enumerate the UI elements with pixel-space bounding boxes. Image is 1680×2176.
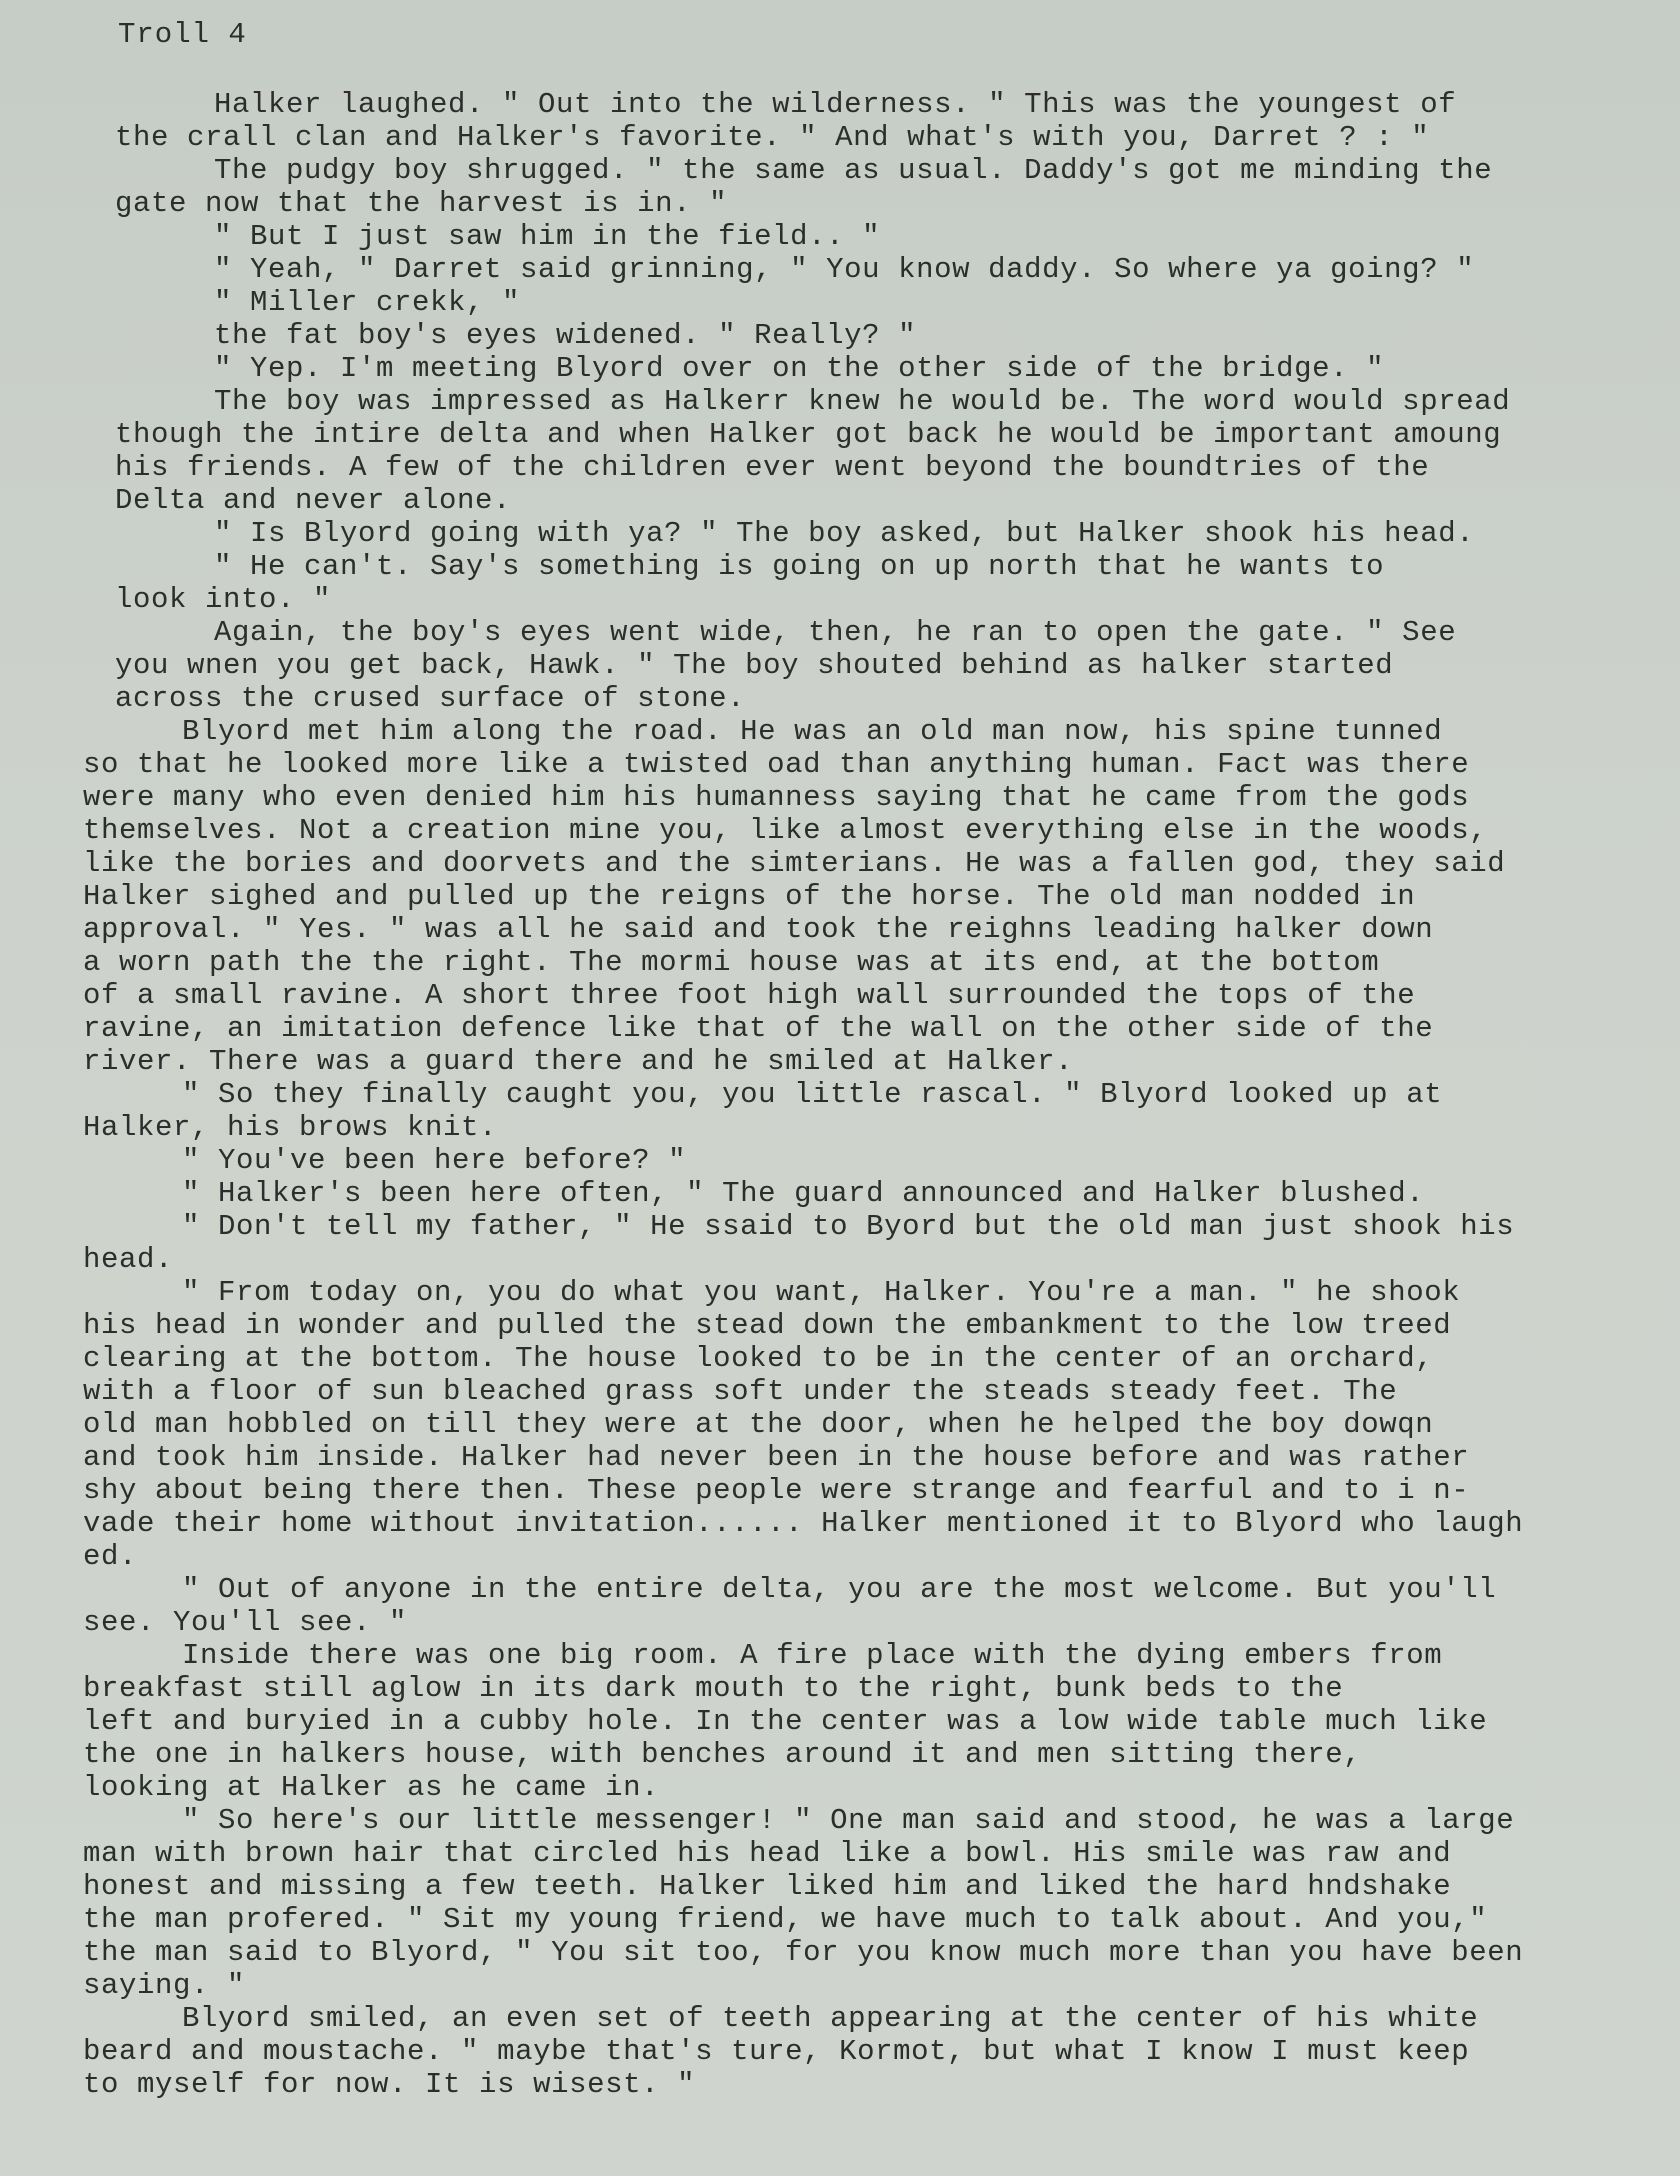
text-line: Blyord met him along the road. He was an old man now, his spine tunned: [182, 715, 1443, 748]
text-line: head.: [83, 1243, 174, 1276]
text-line: old man hobbled on till they were at the door, when he helped the boy dowqn: [83, 1408, 1434, 1441]
text-line: " From today on, you do what you want, Halker. You're a man. " he shook: [182, 1276, 1461, 1309]
text-line: left and buryied in a cubby hole. In the center was a low wide table much like: [83, 1705, 1488, 1738]
text-line: a worn path the the right. The mormi house was at its end, at the bottom: [83, 946, 1380, 979]
text-line: clearing at the bottom. The house looked to be in the center of an orchard,: [83, 1342, 1434, 1375]
text-line: vade their home without invitation...... Halker mentioned it to Blyord who laugh: [83, 1507, 1524, 1540]
text-line: " But I just saw him in the field.. ": [214, 220, 881, 253]
text-line: " You've been here before? ": [182, 1144, 687, 1177]
text-line: Blyord smiled, an even set of teeth appearing at the center of his white: [182, 2002, 1479, 2035]
text-line: so that he looked more like a twisted oad than anything human. Fact was there: [83, 748, 1470, 781]
text-line: of a small ravine. A short three foot high wall surrounded the tops of the: [83, 979, 1416, 1012]
text-line: man with brown hair that circled his head like a bowl. His smile was raw and: [83, 1837, 1452, 1870]
text-line: honest and missing a few teeth. Halker liked him and liked the hard hndshake: [83, 1870, 1452, 1903]
text-line: themselves. Not a creation mine you, like almost everything else in the woods,: [83, 814, 1488, 847]
text-line: were many who even denied him his humanness saying that he came from the gods: [83, 781, 1470, 814]
page-header: Troll 4: [118, 18, 247, 51]
text-line: " Don't tell my father, " He ssaid to Byord but the old man just shook his: [182, 1210, 1515, 1243]
text-line: saying. ": [83, 1969, 246, 2002]
text-line: " Yep. I'm meeting Blyord over on the other side of the bridge. ": [214, 352, 1385, 385]
text-line: the fat boy's eyes widened. " Really? ": [214, 319, 917, 352]
text-line: breakfast still aglow in its dark mouth to the right, bunk beds to the: [83, 1672, 1344, 1705]
text-line: " So they finally caught you, you little rascal. " Blyord looked up at: [182, 1078, 1443, 1111]
text-line: " So here's our little messenger! " One man said and stood, he was a large: [182, 1804, 1515, 1837]
text-line: " Halker's been here often, " The guard announced and Halker blushed.: [182, 1177, 1425, 1210]
text-line: across the crused surface of stone.: [115, 682, 746, 715]
text-line: Halker, his brows knit.: [83, 1111, 498, 1144]
text-line: shy about being there then. These people were strange and fearful and to i n-: [83, 1474, 1470, 1507]
text-line: The boy was impressed as Halkerr knew he would be. The word would spread: [214, 385, 1511, 418]
text-line: Halker laughed. " Out into the wilderness. " This was the youngest of: [214, 88, 1457, 121]
text-line: his head in wonder and pulled the stead down the embankment to the low treed: [83, 1309, 1452, 1342]
text-line: Inside there was one big room. A fire place with the dying embers from: [182, 1639, 1443, 1672]
text-line: the one in halkers house, with benches around it and men sitting there,: [83, 1738, 1362, 1771]
text-line: " He can't. Say's something is going on up north that he wants to: [214, 550, 1385, 583]
text-line: to myself for now. It is wisest. ": [83, 2068, 696, 2101]
text-line: ravine, an imitation defence like that of the wall on the other side of the: [83, 1012, 1434, 1045]
text-line: gate now that the harvest is in. ": [115, 187, 728, 220]
text-line: approval. " Yes. " was all he said and took the reighns leading halker down: [83, 913, 1434, 946]
text-line: the man profered. " Sit my young friend, we have much to talk about. And you,": [83, 1903, 1488, 1936]
text-line: " Is Blyord going with ya? " The boy asked, but Halker shook his head.: [214, 517, 1475, 550]
text-line: like the bories and doorvets and the simterians. He was a fallen god, they said: [83, 847, 1506, 880]
text-line: ed.: [83, 1540, 138, 1573]
text-line: look into. ": [115, 583, 332, 616]
text-line: Again, the boy's eyes went wide, then, he ran to open the gate. " See: [214, 616, 1457, 649]
text-line: river. There was a guard there and he smiled at Halker.: [83, 1045, 1074, 1078]
text-line: the crall clan and Halker's favorite. " And what's with you, Darret ? : ": [115, 121, 1430, 154]
text-line: his friends. A few of the children ever went beyond the boundtries of the: [115, 451, 1430, 484]
text-line: " Miller crekk, ": [214, 286, 521, 319]
text-line: beard and moustache. " maybe that's ture, Kormot, but what I know I must keep: [83, 2035, 1470, 2068]
text-line: you wnen you get back, Hawk. " The boy shouted behind as halker started: [115, 649, 1394, 682]
text-line: Halker sighed and pulled up the reigns of the horse. The old man nodded in: [83, 880, 1416, 913]
text-line: The pudgy boy shrugged. " the same as usual. Daddy's got me minding the: [214, 154, 1493, 187]
text-line: with a floor of sun bleached grass soft under the steads steady feet. The: [83, 1375, 1398, 1408]
text-line: looking at Halker as he came in.: [83, 1771, 660, 1804]
text-line: and took him inside. Halker had never been in the house before and was rather: [83, 1441, 1470, 1474]
text-line: " Out of anyone in the entire delta, you are the most welcome. But you'll: [182, 1573, 1497, 1606]
text-line: Delta and never alone.: [115, 484, 512, 517]
text-line: the man said to Blyord, " You sit too, for you know much more than you have been: [83, 1936, 1524, 1969]
text-line: see. You'll see. ": [83, 1606, 408, 1639]
text-line: though the intire delta and when Halker got back he would be important amoung: [115, 418, 1502, 451]
text-line: " Yeah, " Darret said grinning, " You know daddy. So where ya going? ": [214, 253, 1475, 286]
